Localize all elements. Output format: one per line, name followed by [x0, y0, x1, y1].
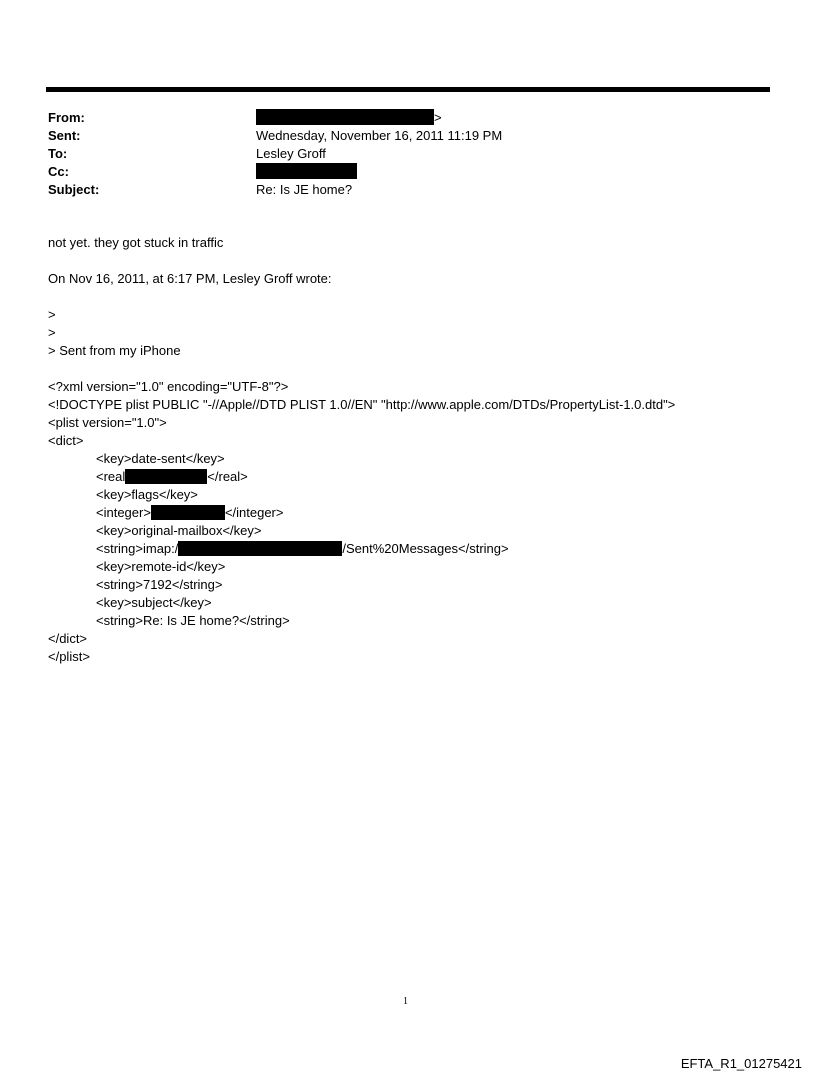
from-row [48, 108, 748, 126]
page-number: 1 [403, 996, 408, 1007]
bates-number: EFTA_R1_01275421 [680, 1056, 802, 1071]
redaction-box [178, 541, 342, 556]
cc-value [256, 163, 357, 179]
to-value: Lesley Groff [256, 145, 326, 161]
from-suffix: > [434, 109, 442, 125]
key-flags: <key>flags</key> [96, 487, 198, 502]
subject-row [48, 180, 748, 198]
real-line [48, 468, 788, 486]
integer-close: </integer> [224, 505, 284, 520]
subject-label: Subject: [48, 181, 100, 197]
real-close: </real> [207, 469, 248, 484]
real-open: <real [96, 469, 126, 484]
to-label: To: [48, 145, 68, 161]
email-header [48, 108, 748, 198]
imap-open: <string>imap:/ [96, 541, 179, 556]
subject-value: Re: Is JE home? [256, 181, 353, 197]
cc-row [48, 162, 748, 180]
plist-close: </plist> [48, 649, 90, 664]
header-rule [46, 87, 770, 92]
quote-line: > [48, 307, 56, 322]
cc-label: Cc: [48, 163, 69, 179]
dict-close: </dict> [48, 631, 88, 646]
imap-close: /Sent%20Messages</string> [342, 541, 509, 556]
xml-declaration: <?xml version="1.0" encoding="UTF-8"?> [48, 379, 289, 394]
dict-open: <dict> [48, 433, 84, 448]
redaction-box [256, 109, 434, 125]
doctype-line: <!DOCTYPE plist PUBLIC "-//Apple//DTD PLIST 1.0//EN" "http://www.apple.com/DTDs/PropertyList-1.0.dtd"> [48, 397, 676, 412]
quote-intro: On Nov 16, 2011, at 6:17 PM, Lesley Groff wrote: [48, 271, 332, 286]
quote-line: > Sent from my iPhone [48, 343, 181, 358]
key-original-mailbox: <key>original-mailbox</key> [96, 523, 262, 538]
from-label: From: [48, 109, 85, 125]
key-date-sent: <key>date-sent</key> [96, 451, 225, 466]
reply-text: not yet. they got stuck in traffic [48, 235, 224, 250]
integer-line [48, 504, 788, 522]
redaction-box [125, 469, 207, 484]
remote-id-value: <string>7192</string> [96, 577, 223, 592]
sent-row [48, 126, 748, 144]
integer-open: <integer> [96, 505, 151, 520]
key-subject: <key>subject</key> [96, 595, 212, 610]
redaction-box [256, 163, 357, 179]
plist-open: <plist version="1.0"> [48, 415, 167, 430]
key-remote-id: <key>remote-id</key> [96, 559, 226, 574]
redaction-box [151, 505, 225, 520]
sent-label: Sent: [48, 127, 81, 143]
quote-line: > [48, 325, 56, 340]
subject-string: <string>Re: Is JE home?</string> [96, 613, 290, 628]
imap-line [48, 540, 788, 558]
sent-value: Wednesday, November 16, 2011 11:19 PM [256, 127, 503, 143]
email-body [48, 234, 788, 666]
to-row [48, 144, 748, 162]
from-value [256, 109, 442, 125]
